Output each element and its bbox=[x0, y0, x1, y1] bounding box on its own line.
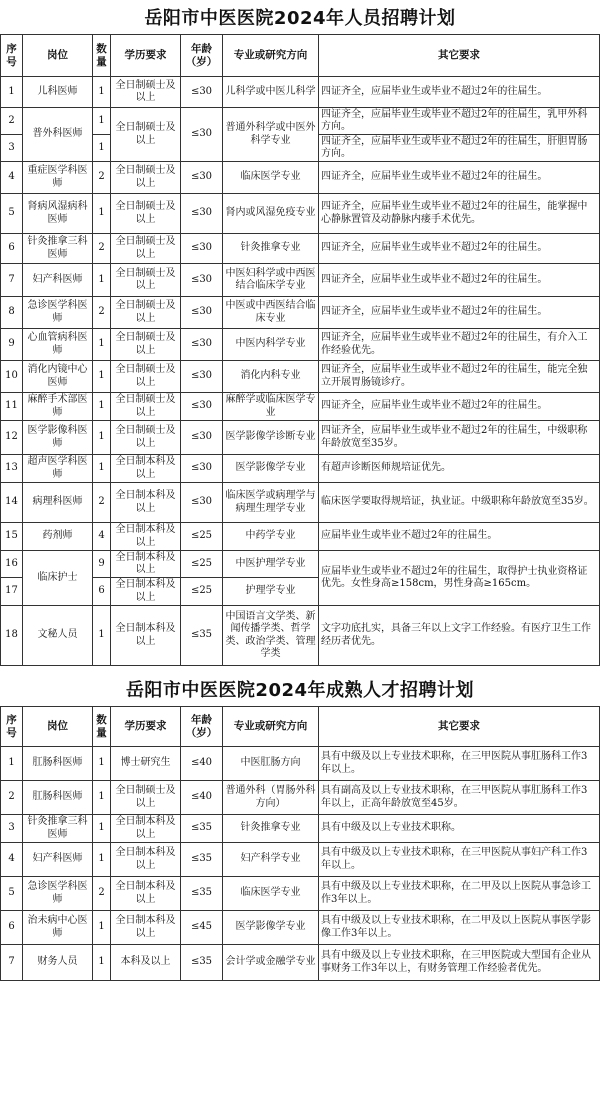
header-no: 序号 bbox=[1, 35, 23, 77]
other-requirement: 具有中级及以上专业技术职称，在二甲及以上医院从事医学影像工作3年以上。 bbox=[319, 911, 600, 945]
post-name: 妇产科医师 bbox=[23, 264, 93, 297]
table-row bbox=[1, 194, 600, 234]
post-name: 急诊医学科医师 bbox=[23, 297, 93, 329]
education-requirement: 全日制本科及以上 bbox=[111, 523, 181, 551]
major-requirement: 中医妇科学或中西医结合临床学专业 bbox=[223, 264, 319, 297]
table-row bbox=[1, 162, 600, 194]
plan2-title: 岳阳市中医医院2024年成熟人才招聘计划 bbox=[125, 680, 475, 701]
education-requirement: 全日制本科及以上 bbox=[111, 483, 181, 523]
age-limit: ≤25 bbox=[181, 523, 223, 551]
age-limit: ≤25 bbox=[181, 551, 223, 578]
age-limit: ≤30 bbox=[181, 483, 223, 523]
education-requirement: 全日制硕士及以上 bbox=[111, 194, 181, 234]
post-count: 2 bbox=[93, 483, 111, 523]
row-number: 11 bbox=[1, 393, 23, 421]
education-requirement: 博士研究生 bbox=[111, 747, 181, 781]
table-row bbox=[1, 551, 600, 578]
plan1-body bbox=[1, 77, 600, 666]
row-number: 6 bbox=[1, 911, 23, 945]
major-requirement: 中国语言文学类、新闻传播学类、哲学类、政治学类、管理学类 bbox=[223, 606, 319, 666]
table-row bbox=[1, 877, 600, 911]
age-limit: ≤40 bbox=[181, 781, 223, 815]
post-count: 1 bbox=[93, 455, 111, 483]
education-requirement: 全日制本科及以上 bbox=[111, 455, 181, 483]
table-row bbox=[1, 945, 600, 981]
major-requirement: 妇产科学专业 bbox=[223, 843, 319, 877]
post-name: 文秘人员 bbox=[23, 606, 93, 666]
post-count: 2 bbox=[93, 234, 111, 264]
other-requirement: 临床医学要取得规培证，执业证。中级职称年龄放宽至35岁。 bbox=[319, 483, 600, 523]
education-requirement: 全日制本科及以上 bbox=[111, 578, 181, 606]
row-number: 16 bbox=[1, 551, 23, 578]
age-limit: ≤30 bbox=[181, 234, 223, 264]
post-count: 6 bbox=[93, 578, 111, 606]
other-requirement: 四证齐全，应届毕业生或毕业不超过2年的往届生。 bbox=[319, 297, 600, 329]
header-post: 岗位 bbox=[23, 35, 93, 77]
table-row bbox=[1, 483, 600, 523]
post-name: 肾病风湿病科医师 bbox=[23, 194, 93, 234]
other-requirement: 四证齐全，应届毕业生或毕业不超过2年的往届生，能掌握中心静脉置管及动静脉内瘘手术优先。 bbox=[319, 194, 600, 234]
post-name: 临床护士 bbox=[23, 551, 93, 606]
post-count: 2 bbox=[93, 297, 111, 329]
table-row bbox=[1, 393, 600, 421]
row-number: 14 bbox=[1, 483, 23, 523]
major-requirement: 针灸推拿专业 bbox=[223, 815, 319, 843]
other-requirement: 应届毕业生或毕业不超过2年的往届生。 bbox=[319, 523, 600, 551]
other-requirement: 四证齐全，应届毕业生或毕业不超过2年的往届生。 bbox=[319, 393, 600, 421]
major-requirement: 临床医学专业 bbox=[223, 877, 319, 911]
table-row bbox=[1, 747, 600, 781]
post-count: 1 bbox=[93, 911, 111, 945]
row-number: 18 bbox=[1, 606, 23, 666]
education-requirement: 全日制硕士及以上 bbox=[111, 162, 181, 194]
table-row bbox=[1, 297, 600, 329]
post-count: 1 bbox=[93, 393, 111, 421]
other-requirement: 有超声诊断医师规培证优先。 bbox=[319, 455, 600, 483]
plan1-title: 岳阳市中医医院2024年人员招聘计划 bbox=[144, 8, 456, 29]
education-requirement: 全日制本科及以上 bbox=[111, 606, 181, 666]
post-count: 1 bbox=[93, 264, 111, 297]
row-number: 9 bbox=[1, 329, 23, 361]
post-count: 1 bbox=[93, 421, 111, 455]
other-requirement: 具有中级及以上专业技术职称，在三甲医院从事妇产科工作3年以上。 bbox=[319, 843, 600, 877]
post-count: 4 bbox=[93, 523, 111, 551]
age-limit: ≤25 bbox=[181, 578, 223, 606]
education-requirement: 全日制硕士及以上 bbox=[111, 297, 181, 329]
row-number: 17 bbox=[1, 578, 23, 606]
table-row bbox=[1, 329, 600, 361]
education-requirement: 全日制硕士及以上 bbox=[111, 108, 181, 162]
row-number: 1 bbox=[1, 77, 23, 108]
post-name: 心血管病科医师 bbox=[23, 329, 93, 361]
age-limit: ≤30 bbox=[181, 264, 223, 297]
major-requirement: 医学影像学诊断专业 bbox=[223, 421, 319, 455]
other-requirement: 四证齐全，应届毕业生或毕业不超过2年的往届生。 bbox=[319, 234, 600, 264]
age-limit: ≤35 bbox=[181, 877, 223, 911]
post-name: 治未病中心医师 bbox=[23, 911, 93, 945]
education-requirement: 全日制本科及以上 bbox=[111, 911, 181, 945]
header-other: 其它要求 bbox=[319, 707, 600, 747]
major-requirement: 临床医学或病理学与病理生理学专业 bbox=[223, 483, 319, 523]
row-number: 3 bbox=[1, 815, 23, 843]
education-requirement: 全日制硕士及以上 bbox=[111, 393, 181, 421]
age-limit: ≤30 bbox=[181, 455, 223, 483]
row-number: 5 bbox=[1, 194, 23, 234]
other-requirement: 具有中级及以上专业技术职称，在三甲医院或大型国有企业从事财务工作3年以上，有财务管理工作经验者优先。 bbox=[319, 945, 600, 981]
major-requirement: 肾内或风湿免疫专业 bbox=[223, 194, 319, 234]
other-requirement: 四证齐全，应届毕业生或毕业不超过2年的往届生，有介入工作经验优先。 bbox=[319, 329, 600, 361]
header-age: 年龄（岁） bbox=[181, 707, 223, 747]
header-no: 序号 bbox=[1, 707, 23, 747]
post-count: 1 bbox=[93, 815, 111, 843]
major-requirement: 中医或中西医结合临床专业 bbox=[223, 297, 319, 329]
education-requirement: 全日制硕士及以上 bbox=[111, 329, 181, 361]
table-row bbox=[1, 77, 600, 108]
major-requirement: 消化内科专业 bbox=[223, 361, 319, 393]
other-requirement: 具有中级及以上专业技术职称。 bbox=[319, 815, 600, 843]
plan2-header-row bbox=[1, 707, 600, 747]
header-count: 数量 bbox=[93, 707, 111, 747]
age-limit: ≤35 bbox=[181, 815, 223, 843]
table-row bbox=[1, 455, 600, 483]
education-requirement: 全日制硕士及以上 bbox=[111, 361, 181, 393]
row-number: 12 bbox=[1, 421, 23, 455]
education-requirement: 全日制硕士及以上 bbox=[111, 234, 181, 264]
major-requirement: 普通外科学或中医外科学专业 bbox=[223, 108, 319, 162]
table-row bbox=[1, 234, 600, 264]
post-name: 儿科医师 bbox=[23, 77, 93, 108]
row-number: 1 bbox=[1, 747, 23, 781]
post-count: 1 bbox=[93, 194, 111, 234]
major-requirement: 中药学专业 bbox=[223, 523, 319, 551]
age-limit: ≤30 bbox=[181, 77, 223, 108]
major-requirement: 针灸推拿专业 bbox=[223, 234, 319, 264]
age-limit: ≤40 bbox=[181, 747, 223, 781]
post-count: 9 bbox=[93, 551, 111, 578]
post-name: 妇产科医师 bbox=[23, 843, 93, 877]
row-number: 7 bbox=[1, 945, 23, 981]
age-limit: ≤30 bbox=[181, 194, 223, 234]
other-requirement: 四证齐全，应届毕业生或毕业不超过2年的往届生，肝胆胃肠方向。 bbox=[319, 135, 600, 162]
age-limit: ≤30 bbox=[181, 108, 223, 162]
education-requirement: 全日制本科及以上 bbox=[111, 551, 181, 578]
plan1-header-row bbox=[1, 35, 600, 77]
post-count: 1 bbox=[93, 77, 111, 108]
education-requirement: 全日制本科及以上 bbox=[111, 877, 181, 911]
header-education: 学历要求 bbox=[111, 707, 181, 747]
header-age: 年龄（岁） bbox=[181, 35, 223, 77]
row-number: 4 bbox=[1, 843, 23, 877]
education-requirement: 全日制硕士及以上 bbox=[111, 421, 181, 455]
major-requirement: 护理学专业 bbox=[223, 578, 319, 606]
post-name: 普外科医师 bbox=[23, 108, 93, 162]
post-count: 1 bbox=[93, 945, 111, 981]
post-count: 2 bbox=[93, 162, 111, 194]
other-requirement: 四证齐全，应届毕业生或毕业不超过2年的往届生。 bbox=[319, 264, 600, 297]
age-limit: ≤30 bbox=[181, 162, 223, 194]
row-number: 2 bbox=[1, 108, 23, 135]
table-row bbox=[1, 523, 600, 551]
post-name: 药剂师 bbox=[23, 523, 93, 551]
table-row bbox=[1, 361, 600, 393]
education-requirement: 全日制硕士及以上 bbox=[111, 264, 181, 297]
age-limit: ≤35 bbox=[181, 606, 223, 666]
post-count: 1 bbox=[93, 781, 111, 815]
post-name: 超声医学科医师 bbox=[23, 455, 93, 483]
education-requirement: 全日制本科及以上 bbox=[111, 815, 181, 843]
major-requirement: 中医内科学专业 bbox=[223, 329, 319, 361]
major-requirement: 中医护理学专业 bbox=[223, 551, 319, 578]
other-requirement: 具有中级及以上专业技术职称，在三甲医院从事肛肠科工作3年以上。 bbox=[319, 747, 600, 781]
header-major: 专业或研究方向 bbox=[223, 707, 319, 747]
post-count: 1 bbox=[93, 361, 111, 393]
post-count: 2 bbox=[93, 877, 111, 911]
row-number: 10 bbox=[1, 361, 23, 393]
post-name: 针灸推拿三科医师 bbox=[23, 234, 93, 264]
major-requirement: 麻醉学或临床医学专业 bbox=[223, 393, 319, 421]
post-count: 1 bbox=[93, 606, 111, 666]
post-count: 1 bbox=[93, 135, 111, 162]
post-count: 1 bbox=[93, 108, 111, 135]
education-requirement: 本科及以上 bbox=[111, 945, 181, 981]
age-limit: ≤30 bbox=[181, 361, 223, 393]
post-name: 医学影像科医师 bbox=[23, 421, 93, 455]
other-requirement: 四证齐全，应届毕业生或毕业不超过2年的往届生。 bbox=[319, 77, 600, 108]
age-limit: ≤30 bbox=[181, 297, 223, 329]
row-number: 5 bbox=[1, 877, 23, 911]
post-count: 1 bbox=[93, 747, 111, 781]
major-requirement: 儿科学或中医儿科学 bbox=[223, 77, 319, 108]
header-post: 岗位 bbox=[23, 707, 93, 747]
table-row bbox=[1, 606, 600, 666]
post-name: 消化内镜中心医师 bbox=[23, 361, 93, 393]
table-row bbox=[1, 108, 600, 135]
header-education: 学历要求 bbox=[111, 35, 181, 77]
row-number: 15 bbox=[1, 523, 23, 551]
table-row bbox=[1, 264, 600, 297]
row-number: 8 bbox=[1, 297, 23, 329]
major-requirement: 医学影像学专业 bbox=[223, 455, 319, 483]
post-name: 急诊医学科医师 bbox=[23, 877, 93, 911]
other-requirement: 四证齐全，应届毕业生或毕业不超过2年的往届生，乳甲外科方向。 bbox=[319, 108, 600, 135]
table-row bbox=[1, 421, 600, 455]
post-name: 病理科医师 bbox=[23, 483, 93, 523]
post-name: 财务人员 bbox=[23, 945, 93, 981]
age-limit: ≤35 bbox=[181, 945, 223, 981]
plan2-body bbox=[1, 747, 600, 981]
age-limit: ≤30 bbox=[181, 393, 223, 421]
plan2-table bbox=[0, 706, 600, 981]
education-requirement: 全日制本科及以上 bbox=[111, 843, 181, 877]
major-requirement: 中医肛肠方向 bbox=[223, 747, 319, 781]
table-row bbox=[1, 781, 600, 815]
header-other: 其它要求 bbox=[319, 35, 600, 77]
post-count: 1 bbox=[93, 843, 111, 877]
plan1-table bbox=[0, 34, 600, 666]
row-number: 6 bbox=[1, 234, 23, 264]
other-requirement: 具有中级及以上专业技术职称，在二甲及以上医院从事急诊工作3年以上。 bbox=[319, 877, 600, 911]
other-requirement: 四证齐全，应届毕业生或毕业不超过2年的往届生，中级职称年龄放宽至35岁。 bbox=[319, 421, 600, 455]
post-name: 肛肠科医师 bbox=[23, 781, 93, 815]
row-number: 2 bbox=[1, 781, 23, 815]
other-requirement: 具有副高及以上专业技术职称，在三甲医院从事肛肠科工作3年以上，正高年龄放宽至45岁。 bbox=[319, 781, 600, 815]
row-number: 3 bbox=[1, 135, 23, 162]
age-limit: ≤45 bbox=[181, 911, 223, 945]
table-row bbox=[1, 843, 600, 877]
age-limit: ≤30 bbox=[181, 329, 223, 361]
header-major: 专业或研究方向 bbox=[223, 35, 319, 77]
other-requirement: 应届毕业生或毕业不超过2年的往届生，取得护士执业资格证优先。女性身高≥158cm，男性身高≥165cm。 bbox=[319, 551, 600, 606]
post-name: 麻醉手术部医师 bbox=[23, 393, 93, 421]
other-requirement: 四证齐全，应届毕业生或毕业不超过2年的往届生，能完全独立开展胃肠镜诊疗。 bbox=[319, 361, 600, 393]
other-requirement: 文字功底扎实，具备三年以上文字工作经验。有医疗卫生工作经历者优先。 bbox=[319, 606, 600, 666]
major-requirement: 临床医学专业 bbox=[223, 162, 319, 194]
post-name: 肛肠科医师 bbox=[23, 747, 93, 781]
table-row bbox=[1, 815, 600, 843]
row-number: 4 bbox=[1, 162, 23, 194]
major-requirement: 普通外科（胃肠外科方向） bbox=[223, 781, 319, 815]
row-number: 13 bbox=[1, 455, 23, 483]
table-row bbox=[1, 911, 600, 945]
education-requirement: 全日制硕士及以上 bbox=[111, 77, 181, 108]
age-limit: ≤30 bbox=[181, 421, 223, 455]
post-name: 针灸推拿三科医师 bbox=[23, 815, 93, 843]
header-count: 数量 bbox=[93, 35, 111, 77]
education-requirement: 全日制硕士及以上 bbox=[111, 781, 181, 815]
other-requirement: 四证齐全，应届毕业生或毕业不超过2年的往届生。 bbox=[319, 162, 600, 194]
row-number: 7 bbox=[1, 264, 23, 297]
post-count: 1 bbox=[93, 329, 111, 361]
major-requirement: 医学影像学专业 bbox=[223, 911, 319, 945]
post-name: 重症医学科医师 bbox=[23, 162, 93, 194]
age-limit: ≤35 bbox=[181, 843, 223, 877]
major-requirement: 会计学或金融学专业 bbox=[223, 945, 319, 981]
